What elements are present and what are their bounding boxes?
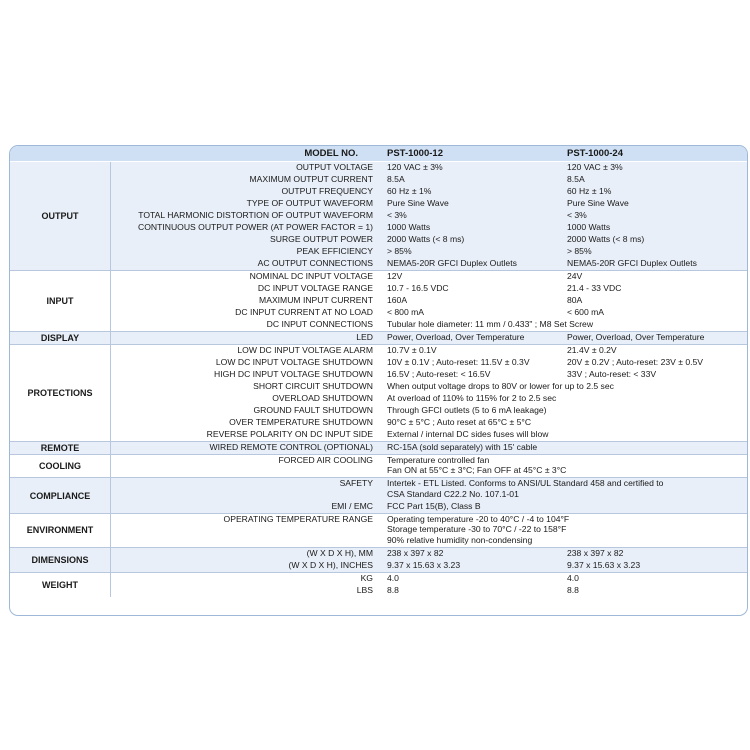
value-model-1-line: Pure Sine Wave: [387, 198, 449, 208]
category-label: ENVIRONMENT: [10, 514, 111, 547]
value-model-2-line: < 600 mA: [567, 307, 605, 317]
value-model-2-line: NEMA5-20R GFCI Duplex Outlets: [567, 258, 697, 268]
param-label-line: (W X D X H), MM: [306, 547, 373, 558]
category-label: OUTPUT: [10, 162, 111, 270]
value-model-1-line: 2000 Watts (< 8 ms): [387, 234, 465, 244]
section-remote: [10, 442, 747, 454]
value-model-2-line: Pure Sine Wave: [567, 198, 629, 208]
value-model-1: [387, 560, 460, 570]
value-model-1-line: External / internal DC sides fuses will blow: [387, 429, 549, 439]
table-row: [111, 222, 747, 234]
value-model-2: [567, 357, 703, 367]
param-label: [296, 162, 373, 172]
param-label: [214, 369, 373, 379]
table-row: [111, 234, 747, 246]
param-label: [297, 246, 373, 256]
value-model-2-line: 33V ; Auto-reset: < 33V: [567, 369, 657, 379]
value-model-1-line: Storage temperature -30 to 70°C / -22 to 158°F: [387, 524, 567, 535]
table-row: [111, 573, 747, 585]
value-model-1-line: When output voltage drops to 80V or lower for up to 2.5 sec: [387, 381, 614, 391]
param-label: [138, 222, 373, 232]
value-model-1: [387, 345, 437, 355]
table-row: [111, 478, 747, 500]
model-2-heading: PST-1000-24: [567, 148, 623, 159]
value-model-2: [567, 295, 582, 305]
table-row: [111, 246, 747, 258]
value-model-1-line: 160A: [387, 295, 408, 305]
table-header: [10, 146, 747, 161]
param-label: [357, 585, 373, 595]
table-row: [111, 258, 747, 270]
param-label-line: LED: [356, 332, 373, 342]
value-model-2-line: 8.5A: [567, 174, 585, 184]
table-row: [111, 186, 747, 198]
table-row: [111, 417, 747, 429]
value-model-2: [567, 246, 592, 256]
value-model-1-line: At overload of 110% to 115% for 2 to 2.5 sec: [387, 393, 557, 403]
value-model-2: [567, 162, 623, 172]
value-model-1: [387, 478, 663, 499]
param-label-line: TYPE OF OUTPUT WAVEFORM: [246, 198, 373, 208]
value-model-2: [567, 560, 640, 570]
section-cooling: [10, 455, 747, 477]
value-model-1: [387, 283, 449, 293]
value-model-1-line: 4.0: [387, 572, 399, 583]
value-model-2-line: 9.37 x 15.63 x 3.23: [567, 559, 641, 570]
table-row: [111, 283, 747, 295]
param-label: [258, 258, 373, 268]
param-label: [331, 501, 373, 511]
param-label-line: NOMINAL DC INPUT VOLTAGE: [249, 271, 373, 281]
param-label: [356, 332, 373, 342]
table-row: [111, 295, 747, 307]
param-label-line: OUTPUT VOLTAGE: [296, 162, 373, 172]
value-model-2: [567, 573, 579, 583]
table-row: [111, 501, 747, 513]
value-model-1: [387, 210, 407, 220]
table-row: [111, 210, 747, 222]
value-model-1: [387, 417, 531, 427]
value-model-1-line: 1000 Watts: [387, 222, 431, 232]
param-label-line: AC OUTPUT CONNECTIONS: [257, 258, 373, 268]
value-model-2-line: 8.8: [567, 584, 579, 595]
value-model-1-line: Tubular hole diameter: 11 mm / 0.433" ; M8 Set Screw: [387, 319, 594, 329]
value-model-2: [567, 585, 579, 595]
section-input: [10, 271, 747, 331]
value-model-1: [387, 234, 464, 244]
table-row: [111, 271, 747, 283]
value-model-1-line: 9.37 x 15.63 x 3.23: [387, 559, 461, 570]
param-label: [267, 319, 373, 329]
value-model-1: [387, 455, 566, 476]
table-row: [111, 560, 747, 572]
param-label: [247, 198, 373, 208]
param-label-line: SAFETY: [339, 478, 373, 489]
value-model-1-line: > 85%: [387, 246, 412, 256]
value-model-2: [567, 307, 604, 317]
value-model-1-line: Fan ON at 55°C ± 3°C; Fan OFF at 45°C ± 3°C: [387, 465, 567, 476]
param-label-line: OVER TEMPERATURE SHUTDOWN: [229, 417, 373, 427]
value-model-1-line: < 800 mA: [387, 307, 425, 317]
table-row: [111, 393, 747, 405]
param-label-line: (W X D X H), INCHES: [288, 559, 373, 570]
param-label-line: MAXIMUM INPUT CURRENT: [259, 295, 373, 305]
value-model-1: [387, 307, 424, 317]
table-row: [111, 162, 747, 174]
section-display: [10, 332, 747, 344]
param-label-line: WIRED REMOTE CONTROL (OPTIONAL): [209, 442, 373, 452]
param-label: [361, 573, 373, 583]
param-label-line: CONTINUOUS OUTPUT POWER (AT POWER FACTOR = 1): [138, 222, 373, 232]
value-model-1-line: Power, Overload, Over Temperature: [387, 332, 525, 342]
param-label-line: OPERATING TEMPERATURE RANGE: [223, 513, 373, 524]
category-label: WEIGHT: [10, 573, 111, 597]
category-label: DIMENSIONS: [10, 548, 111, 572]
value-model-1: [387, 174, 405, 184]
param-label-line: REVERSE POLARITY ON DC INPUT SIDE: [206, 429, 373, 439]
param-label-line: TOTAL HARMONIC DISTORTION OF OUTPUT WAVEFORM: [138, 210, 373, 220]
value-model-2: [567, 345, 617, 355]
param-label: [259, 295, 373, 305]
param-label: [272, 393, 373, 403]
value-model-2-line: > 85%: [567, 246, 592, 256]
value-model-2: [567, 234, 644, 244]
param-label: [250, 271, 373, 281]
value-model-1: [387, 271, 402, 281]
param-label-line: DC INPUT VOLTAGE RANGE: [257, 283, 373, 293]
value-model-2: [567, 174, 585, 184]
param-label-line: DC INPUT CURRENT AT NO LOAD: [235, 307, 373, 317]
table-row: [111, 332, 747, 344]
section-compliance: [10, 478, 747, 512]
table-row: [111, 442, 747, 454]
section-output: [10, 162, 747, 270]
value-model-2-line: 21.4V ± 0.2V: [567, 345, 617, 355]
category-label: PROTECTIONS: [10, 345, 111, 441]
param-label: [288, 560, 373, 570]
value-model-1: [387, 295, 407, 305]
value-model-1: [387, 162, 443, 172]
category-label: INPUT: [10, 271, 111, 331]
param-label-line: LOW DC INPUT VOLTAGE ALARM: [237, 345, 373, 355]
table-row: [111, 514, 747, 547]
param-label: [207, 429, 373, 439]
value-model-1-line: 8.8: [387, 584, 399, 595]
value-model-2-line: 238 x 397 x 82: [567, 547, 624, 558]
table-row: [111, 198, 747, 210]
value-model-1: [387, 198, 449, 208]
section-dimensions: [10, 548, 747, 572]
table-row: [111, 307, 747, 319]
param-label: [138, 210, 373, 220]
param-label: [253, 381, 373, 391]
value-model-2: [567, 332, 704, 342]
category-label: COMPLIANCE: [10, 478, 111, 512]
value-model-1-line: < 3%: [387, 210, 407, 220]
category-label: REMOTE: [10, 442, 111, 454]
table-row: [111, 381, 747, 393]
value-model-1-line: 12V: [387, 271, 403, 281]
value-model-2-line: < 3%: [567, 210, 587, 220]
param-label: [258, 283, 373, 293]
value-model-1-line: 120 VAC ± 3%: [387, 162, 443, 172]
value-model-1-line: 90% relative humidity non-condensing: [387, 534, 533, 545]
value-model-1: [387, 393, 556, 403]
param-label: [253, 405, 373, 415]
value-model-2: [567, 186, 611, 196]
value-model-1: [387, 246, 412, 256]
category-label: DISPLAY: [10, 332, 111, 344]
param-label-line: KG: [360, 572, 373, 583]
value-model-1-line: Temperature controlled fan: [387, 455, 490, 465]
value-model-1-line: 10.7V ± 0.1V: [387, 345, 437, 355]
value-model-1-line: 16.5V ; Auto-reset: < 16.5V: [387, 369, 491, 379]
value-model-2: [567, 271, 582, 281]
param-label: [210, 442, 373, 452]
value-model-1-line: FCC Part 15(B), Class B: [387, 500, 481, 511]
value-model-1-line: Through GFCI outlets (5 to 6 mA leakage): [387, 405, 547, 415]
value-model-1-line: 10V ± 0.1V ; Auto-reset: 11.5V ± 0.3V: [387, 357, 530, 367]
table-row: [111, 548, 747, 560]
model-label: MODEL NO.: [304, 148, 358, 159]
table-row: [111, 345, 747, 357]
value-model-1: [387, 429, 548, 439]
value-model-2-line: 4.0: [567, 572, 579, 583]
table-row: [111, 369, 747, 381]
value-model-1: [387, 222, 430, 232]
param-label-line: GROUND FAULT SHUTDOWN: [253, 405, 373, 415]
table-row: [111, 405, 747, 417]
value-model-2: [567, 198, 629, 208]
value-model-1: [387, 405, 547, 415]
value-model-1: [387, 357, 530, 367]
param-label: [216, 357, 373, 367]
model-1-heading: PST-1000-12: [387, 148, 443, 159]
value-model-2-line: 120 VAC ± 3%: [567, 162, 623, 172]
value-model-1-line: CSA Standard C22.2 No. 107.1-01: [387, 488, 519, 499]
value-model-2-line: Power, Overload, Over Temperature: [567, 332, 705, 342]
param-label-line: PEAK EFFICIENCY: [296, 246, 373, 256]
value-model-1-line: 8.5A: [387, 174, 405, 184]
value-model-1-line: RC-15A (sold separately) with 15' cable: [387, 442, 538, 452]
value-model-1-line: Intertek - ETL Listed. Conforms to ANSI/UL Standard 458 and certified to: [387, 478, 664, 489]
value-model-1: [387, 573, 399, 583]
value-model-1-line: 90°C ± 5°C ; Auto reset at 65°C ± 5°C: [387, 417, 532, 427]
section-environment: [10, 514, 747, 547]
table-row: [111, 174, 747, 186]
value-model-1-line: 238 x 397 x 82: [387, 547, 444, 558]
param-label-line: LOW DC INPUT VOLTAGE SHUTDOWN: [215, 357, 373, 367]
param-label: [229, 417, 373, 427]
param-label: [235, 307, 373, 317]
value-model-1-line: Operating temperature -20 to 40°C / -4 to 104°F: [387, 513, 570, 524]
value-model-2-line: 80A: [567, 295, 583, 305]
value-model-2-line: 1000 Watts: [567, 222, 611, 232]
value-model-2-line: 21.4 - 33 VDC: [567, 283, 622, 293]
param-label-line: MAXIMUM OUTPUT CURRENT: [249, 174, 373, 184]
value-model-2: [567, 369, 656, 379]
value-model-2-line: 2000 Watts (< 8 ms): [567, 234, 645, 244]
value-model-1: [387, 585, 399, 595]
value-model-1: [387, 381, 614, 391]
param-label-line: SURGE OUTPUT POWER: [270, 234, 373, 244]
param-label: [270, 234, 373, 244]
value-model-1: [387, 501, 481, 511]
param-label: [278, 455, 373, 465]
param-label-line: OVERLOAD SHUTDOWN: [272, 393, 373, 403]
param-label-line: HIGH DC INPUT VOLTAGE SHUTDOWN: [214, 369, 373, 379]
value-model-2: [567, 210, 587, 220]
value-model-2-line: 60 Hz ± 1%: [567, 186, 612, 196]
value-model-1-line: NEMA5-20R GFCI Duplex Outlets: [387, 258, 517, 268]
value-model-1: [387, 186, 431, 196]
section-weight: [10, 573, 747, 597]
value-model-1: [387, 442, 537, 452]
param-label-line: EMI / EMC: [331, 500, 373, 511]
value-model-2-line: 24V: [567, 271, 583, 281]
param-label-line: OUTPUT FREQUENCY: [281, 186, 373, 196]
value-model-1: [387, 369, 490, 379]
param-label-line: DC INPUT CONNECTIONS: [266, 319, 373, 329]
value-model-2: [567, 283, 621, 293]
value-model-1-line: 60 Hz ± 1%: [387, 186, 432, 196]
value-model-2: [567, 548, 623, 558]
table-row: [111, 585, 747, 597]
param-label: [340, 478, 373, 488]
param-label-line: SHORT CIRCUIT SHUTDOWN: [253, 381, 373, 391]
param-label: [224, 514, 373, 524]
value-model-1-line: 10.7 - 16.5 VDC: [387, 283, 449, 293]
value-model-2: [567, 222, 610, 232]
category-label: COOLING: [10, 455, 111, 477]
param-label: [281, 186, 373, 196]
table-row: [111, 357, 747, 369]
param-label: [237, 345, 373, 355]
spec-table: [9, 145, 748, 616]
param-label: [307, 548, 373, 558]
section-protections: [10, 345, 747, 441]
table-row: [111, 319, 747, 331]
value-model-1: [387, 514, 569, 545]
value-model-2-line: 20V ± 0.2V ; Auto-reset: 23V ± 0.5V: [567, 357, 704, 367]
value-model-1: [387, 332, 524, 342]
table-row: [111, 455, 747, 477]
param-label: [250, 174, 374, 184]
param-label-line: LBS: [356, 584, 373, 595]
value-model-1: [387, 258, 517, 268]
value-model-1: [387, 319, 593, 329]
value-model-1: [387, 548, 443, 558]
param-label-line: FORCED AIR COOLING: [278, 455, 373, 465]
value-model-2: [567, 258, 697, 268]
table-row: [111, 429, 747, 441]
